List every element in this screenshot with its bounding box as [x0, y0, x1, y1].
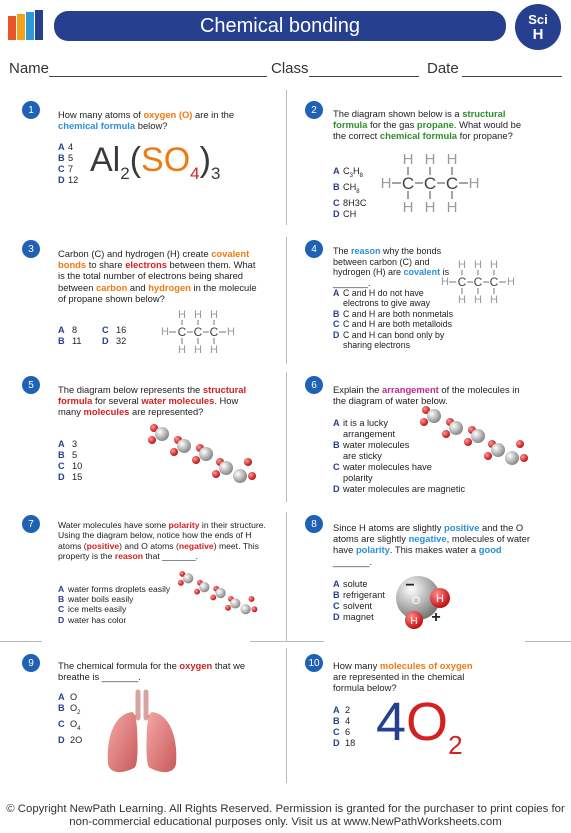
question-number: 2	[305, 101, 323, 119]
water-molecules-diagram	[412, 400, 537, 480]
answer-option[interactable]: A solute	[333, 579, 368, 589]
atom-h: H	[380, 175, 392, 192]
question-text: The diagram below represents the structural formula for several water molecules. How many molecules are represented?	[58, 384, 247, 418]
atom-h: H	[194, 344, 202, 356]
atom-h: H	[194, 309, 202, 321]
aluminum-sulfate-formula: $Al_2(SO_4)_3$	[90, 141, 221, 183]
atom-h: H	[490, 294, 498, 306]
answer-option[interactable]: A 4	[58, 142, 74, 152]
answer-option[interactable]: D CH	[333, 208, 357, 219]
question-number: 6	[305, 376, 323, 394]
student-info-row	[9, 60, 564, 82]
atom-h: H	[210, 344, 218, 356]
answer-option[interactable]: D 18	[333, 738, 356, 748]
grid-divider	[286, 237, 287, 364]
question-number: 8	[305, 515, 323, 533]
atom-h: H	[227, 326, 235, 338]
atom-h: H	[436, 593, 444, 605]
question-text: Carbon (C) and hydrogen (H) create covalent bonds to share electrons between them. What is the total number of electrons being shared between carbon and hydrogen in the molecule of propane shown below?	[58, 248, 257, 304]
answer-option[interactable]: D C and H can bond only by sharing electrons	[333, 329, 445, 351]
atom-h: H	[458, 294, 466, 306]
answer-option[interactable]: D 32	[102, 336, 127, 346]
answer-option[interactable]: A O	[58, 692, 78, 702]
question-text: Explain the arrangement of the molecules in the diagram of water below.	[333, 384, 520, 407]
answer-option[interactable]: A water forms droplets easily	[58, 584, 171, 594]
water-molecule-polarity-diagram	[394, 572, 466, 634]
answer-option[interactable]: C 8H3C	[333, 197, 367, 208]
atom-h: H	[402, 199, 414, 216]
answer-option[interactable]: C 6	[333, 727, 351, 737]
grid-divider	[0, 641, 42, 642]
answer-option[interactable]: B $CH_8$	[333, 181, 360, 195]
lungs-icon	[102, 688, 182, 778]
atom-c: C	[489, 275, 499, 289]
question-number: 4	[305, 240, 323, 258]
answer-option[interactable]: B C and H are both nonmetals	[333, 308, 454, 319]
answer-option[interactable]: C 7	[58, 164, 74, 174]
water-molecules-diagram	[140, 418, 265, 498]
date-field[interactable]	[462, 76, 562, 77]
negative-charge-sign: −	[405, 577, 415, 594]
answer-option[interactable]: B 4	[333, 716, 351, 726]
answer-options	[58, 692, 98, 746]
answer-option[interactable]: A 3	[58, 439, 78, 449]
atom-h: H	[441, 276, 449, 288]
class-label: Class	[271, 60, 309, 77]
question-number: 3	[22, 240, 40, 258]
answer-option[interactable]: A $C_3H_8$	[333, 166, 363, 179]
atom-h: H	[424, 151, 436, 168]
answer-option[interactable]: D water molecules are magnetic	[333, 484, 466, 494]
answer-option[interactable]: B water boils easily	[58, 594, 134, 605]
answer-option[interactable]: D 12	[58, 175, 79, 185]
answer-option[interactable]: B water molecules are sticky	[333, 440, 410, 461]
answer-option[interactable]: C solvent	[333, 601, 373, 611]
question-text: How many molecules of oxygen are represented in the chemical formula below?	[333, 660, 473, 694]
answer-option[interactable]: B 11	[58, 336, 82, 346]
oxygen-formula: $4O_2$	[376, 692, 463, 760]
question-number: 10	[305, 654, 323, 672]
atom-h: H	[410, 616, 418, 627]
answer-option[interactable]: B $O_2$	[58, 703, 81, 716]
water-molecules-diagram	[172, 565, 264, 627]
answer-option[interactable]: B refrigerant	[333, 590, 385, 600]
answer-option[interactable]: D 2O	[58, 734, 83, 745]
page-title: Chemical bonding	[54, 11, 506, 41]
answer-option[interactable]: C C and H are both metalloids	[333, 319, 453, 330]
answer-option[interactable]: C 16	[102, 325, 127, 335]
question-number: 1	[22, 101, 40, 119]
answer-option[interactable]: A 2	[333, 705, 351, 715]
atom-c: C	[423, 174, 437, 193]
answer-option[interactable]: D magnet	[333, 612, 374, 622]
answer-option[interactable]: B 5	[58, 450, 78, 460]
answer-options	[333, 579, 403, 623]
question-text: The chemical formula for the oxygen that we breathe is _______.	[58, 660, 246, 683]
atom-h: H	[210, 309, 218, 321]
question-text: The reason why the bonds between carbon (C) and hydrogen (H) are covalent is _______.	[333, 246, 450, 288]
grid-divider	[525, 641, 571, 642]
answer-options	[333, 705, 373, 749]
atom-h: H	[424, 199, 436, 216]
answer-option[interactable]: C 10	[58, 461, 83, 471]
question-text: Since H atoms are slightly positive and the O atoms are slightly negative, molecules of water have polarity. This makes water a good _______.	[333, 522, 530, 567]
answer-options	[333, 166, 383, 220]
atom-c: C	[457, 275, 467, 289]
atom-h: H	[161, 326, 169, 338]
answer-option[interactable]: C ice melts easily	[58, 604, 127, 615]
propane-structure-diagram	[378, 150, 488, 216]
name-label: Name	[9, 60, 50, 77]
grid-divider	[286, 648, 287, 783]
grid-divider	[250, 641, 324, 642]
atom-h: H	[446, 199, 458, 216]
class-field[interactable]	[309, 76, 419, 77]
atom-h: H	[474, 294, 482, 306]
atom-h: H	[490, 259, 498, 271]
answer-option[interactable]: C water molecules have polarity	[333, 462, 432, 483]
grid-divider	[286, 90, 287, 225]
answer-option[interactable]: A it is a lucky arrangement	[333, 418, 396, 439]
question-text: The diagram shown below is a structural formula for the gas propane. What would be the correct chemical formula for propane?	[333, 108, 522, 142]
atom-c: C	[209, 325, 219, 339]
atom-h: H	[507, 276, 515, 288]
answer-option[interactable]: C $O_4$	[58, 718, 81, 732]
atom-h: H	[178, 344, 186, 356]
grid-divider	[286, 512, 287, 642]
newpath-logo-icon	[6, 8, 46, 44]
name-field[interactable]	[49, 76, 267, 77]
subject-badge: Sci H	[515, 4, 561, 50]
date-label: Date	[427, 60, 459, 77]
atom-c: C	[401, 174, 415, 193]
answer-option[interactable]: D 15	[58, 472, 83, 482]
answer-option[interactable]: A C and H do not have electrons to give away	[333, 288, 431, 309]
answer-option[interactable]: D water has color	[58, 614, 127, 625]
atom-h: H	[474, 259, 482, 271]
atom-h: H	[446, 151, 458, 168]
question-number: 7	[22, 515, 40, 533]
question-text: Water molecules have some polarity in their structure. Using the diagram below, notice how the ends of H atoms (positive) and O atoms (negative) meet. This property is the reason that _______.	[58, 520, 266, 562]
atom-h: H	[468, 175, 480, 192]
question-number: 9	[22, 654, 40, 672]
answer-options	[58, 325, 158, 347]
question-number: 5	[22, 376, 40, 394]
positive-charge-sign: +	[431, 609, 441, 626]
atom-c: C	[193, 325, 203, 339]
answer-option[interactable]: A 8	[58, 325, 78, 335]
atom-h: H	[402, 151, 414, 168]
propane-structure-diagram	[438, 258, 518, 306]
atom-h: H	[178, 309, 186, 321]
propane-structure-diagram	[158, 308, 238, 356]
atom-c: C	[473, 275, 483, 289]
answer-option[interactable]: B 5	[58, 153, 74, 163]
atom-o: O	[411, 595, 421, 607]
atom-c: C	[445, 174, 459, 193]
atom-h: H	[458, 259, 466, 271]
atom-c: C	[177, 325, 187, 339]
answer-options	[58, 584, 178, 625]
question-text: How many atoms of oxygen (O) are in the chemical formula below?	[58, 109, 235, 132]
answer-options	[58, 142, 88, 186]
copyright-footer: © Copyright NewPath Learning. All Rights Reserved. Permission is granted for the purchaser to print copies for non-commercial educational purposes only. Visit us at www.NewPathWorksheets.com	[6, 803, 565, 828]
answer-options	[58, 439, 98, 483]
grid-divider	[286, 372, 287, 502]
